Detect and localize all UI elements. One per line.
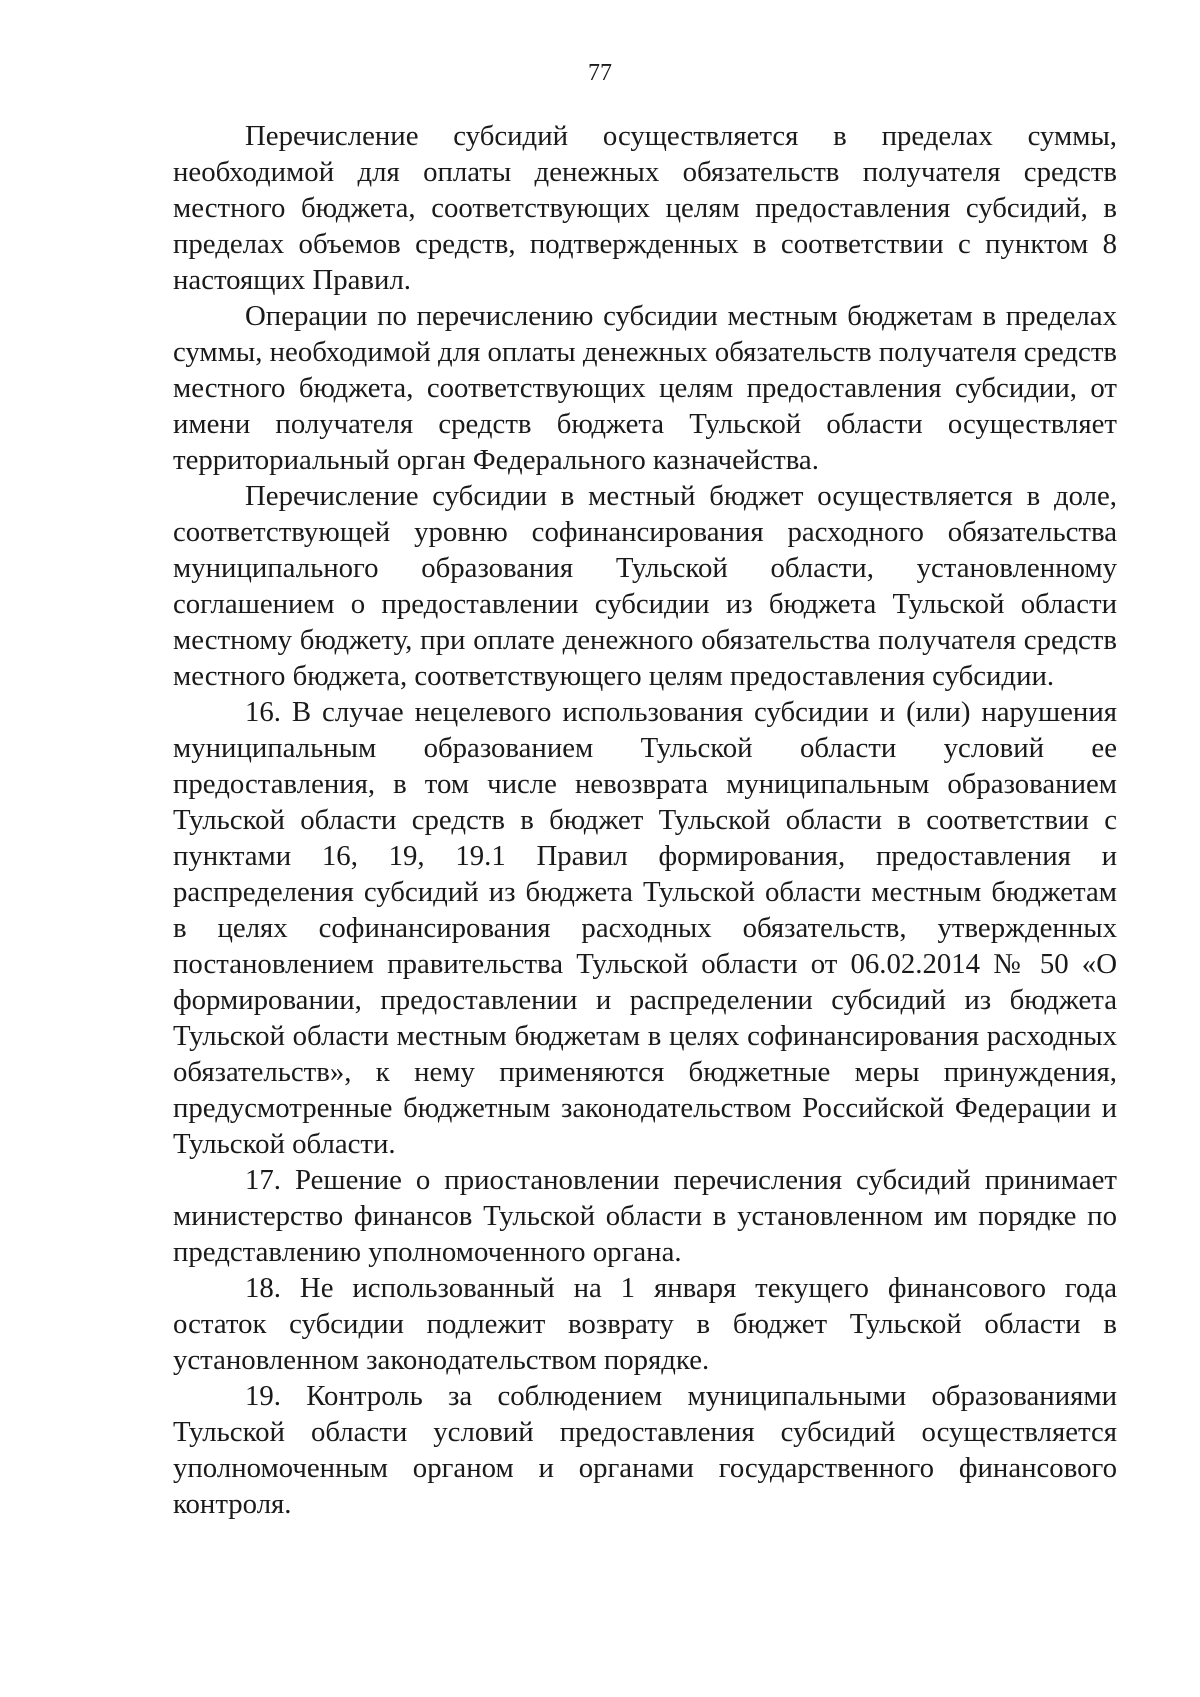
paragraph-item-16: 16. В случае нецелевого использования субсидии и (или) нарушения муниципальным образованием Тульской области условий ее предоставления, в том числе невозврата муниципальным образованием Тульской области средств в бюджет Тульской области в соответствии с пунктами 16, 19, 19.1 Правил формирования, предоставления и распределения субсидий из бюджета Тульской области местным бюджетам в целях софинансирования расходных обязательств, утвержденных постановлением правительства Тульской области от 06.02.2014 № 50 «О формировании, предоставлении и распределении субсидий из бюджета Тульской области местным бюджетам в целях софинансирования расходных обязательств», к нему применяются бюджетные меры принуждения, предусмотренные бюджетным законодательством Российской Федерации и Тульской области. <box>173 696 1117 1160</box>
paragraph-item-19: 19. Контроль за соблюдением муниципальными образованиями Тульской области условий предоставления субсидий осуществляется уполномоченным органом и органами государственного финансового контроля. <box>173 1380 1117 1520</box>
paragraph-item-17: 17. Решение о приостановлении перечисления субсидий принимает министерство финансов Тульской области в установленном им порядке по представлению уполномоченного органа. <box>173 1164 1117 1268</box>
paragraph-cofinancing-share: Перечисление субсидии в местный бюджет осуществляется в доле, соответствующей уровню софинансирования расходного обязательства муниципального образования Тульской области, установленному соглашением о предоставлении субсидии из бюджета Тульской области местному бюджету, при оплате денежного обязательства получателя средств местного бюджета, соответствующего целям предоставления субсидии. <box>173 480 1117 692</box>
document-body <box>173 118 1117 1522</box>
paragraph-item-18: 18. Не использованный на 1 января текущего финансового года остаток субсидии подлежит возврату в бюджет Тульской области в установленном законодательством порядке. <box>173 1272 1117 1376</box>
paragraph-subsidy-transfer: Перечисление субсидий осуществляется в пределах суммы, необходимой для оплаты денежных обязательств получателя средств местного бюджета, соответствующих целям предоставления субсидий, в пределах объемов средств, подтвержденных в соответствии с пунктом 8 настоящих Правил. <box>173 120 1117 296</box>
paragraph-transfer-operations: Операции по перечислению субсидии местным бюджетам в пределах суммы, необходимой для оплаты денежных обязательств получателя средств местного бюджета, соответствующих целям предоставления субсидии, от имени получателя средств бюджета Тульской области осуществляет территориальный орган Федерального казначейства. <box>173 300 1117 476</box>
page-number: 77 <box>588 60 612 86</box>
